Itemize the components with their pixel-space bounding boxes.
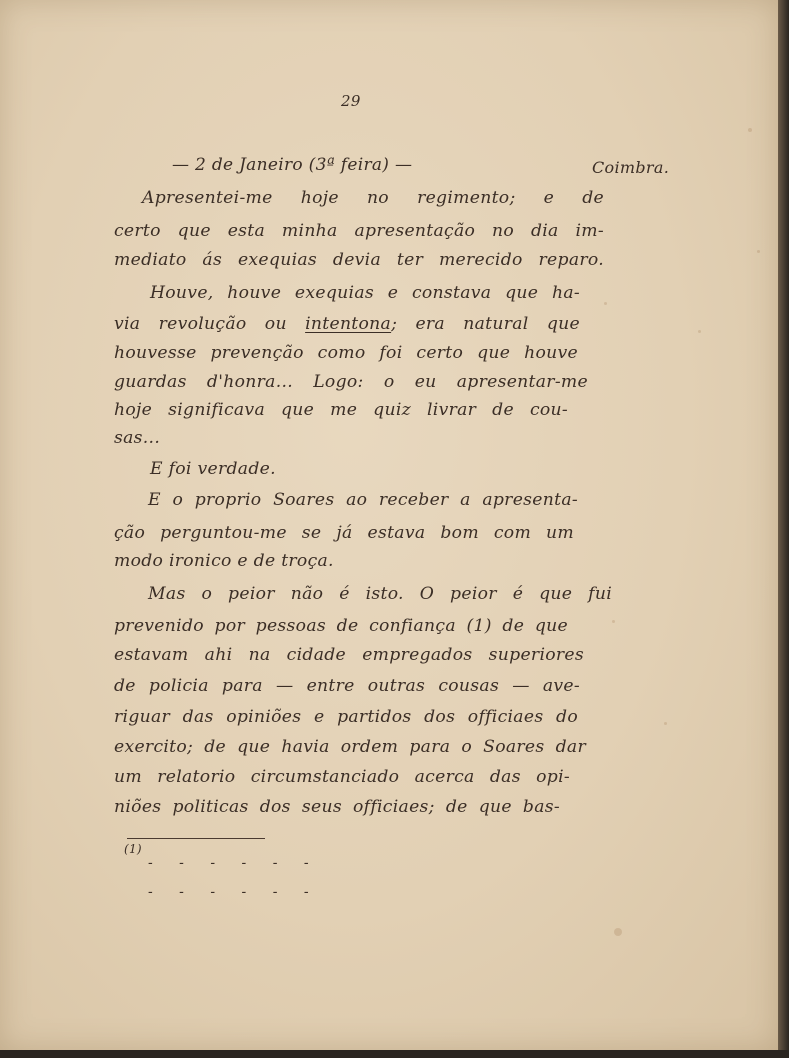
foxing-spot (748, 128, 752, 132)
text-line: riguar das opiniões e partidos dos officiaes do (114, 707, 578, 727)
text-line: prevenido por pessoas de confiança (1) de que (114, 616, 568, 636)
page-number: 29 (341, 92, 361, 110)
foxing-spot (612, 620, 615, 623)
footnote-mark: (1) (124, 842, 142, 856)
foxing-spot (698, 330, 701, 333)
text-line: exercito; de que havia ordem para o Soares dar (114, 737, 586, 757)
text-line: de policia para — entre outras cousas — ave- (114, 676, 580, 696)
text-segment: via revolução ou (114, 314, 306, 334)
footnote-placeholder-line: - - - - - - (148, 884, 320, 900)
text-line: certo que esta minha apresentação no dia im- (114, 221, 604, 241)
text-line: mediato ás exequias devia ter merecido reparo. (114, 250, 604, 270)
foxing-spot (614, 928, 622, 936)
page-edge-shadow (0, 1050, 789, 1058)
foxing-spot (664, 722, 667, 725)
footnote-rule (127, 838, 265, 839)
text-line: E o proprio Soares ao receber a apresenta- (148, 490, 578, 510)
foxing-spot (640, 168, 643, 171)
date-heading: — 2 de Janeiro (3ª feira) — (172, 155, 413, 175)
footnote-placeholder-line: - - - - - - (148, 855, 320, 871)
text-segment: ; era natural que (391, 314, 580, 334)
page-edge-shadow (778, 0, 789, 1058)
text-line: sas... (114, 428, 161, 448)
text-line: guardas d'honra... Logo: o eu apresentar-me (114, 372, 588, 392)
foxing-spot (757, 250, 760, 253)
text-line: modo ironico e de troça. (114, 551, 334, 571)
text-line: Apresentei-me hoje no regimento; e de (142, 188, 604, 208)
underlined-word: intentona (305, 314, 392, 334)
foxing-spot (604, 302, 607, 305)
text-line: Houve, houve exequias e constava que ha- (150, 283, 580, 303)
place-name: Coimbra. (592, 158, 670, 177)
text-line: um relatorio circumstanciado acerca das opi- (114, 767, 570, 787)
text-line: Mas o peior não é isto. O peior é que fui (148, 584, 612, 604)
text-line-with-underline (114, 314, 580, 334)
text-line: houvesse prevenção como foi certo que houve (114, 343, 578, 363)
text-line: hoje significava que me quiz livrar de cou- (114, 400, 568, 420)
text-line: niões politicas dos seus officiaes; de que bas- (114, 797, 560, 817)
text-line: estavam ahi na cidade empregados superiores (114, 645, 584, 665)
text-line: ção perguntou-me se já estava bom com um (114, 523, 574, 543)
text-line: E foi verdade. (150, 459, 276, 479)
